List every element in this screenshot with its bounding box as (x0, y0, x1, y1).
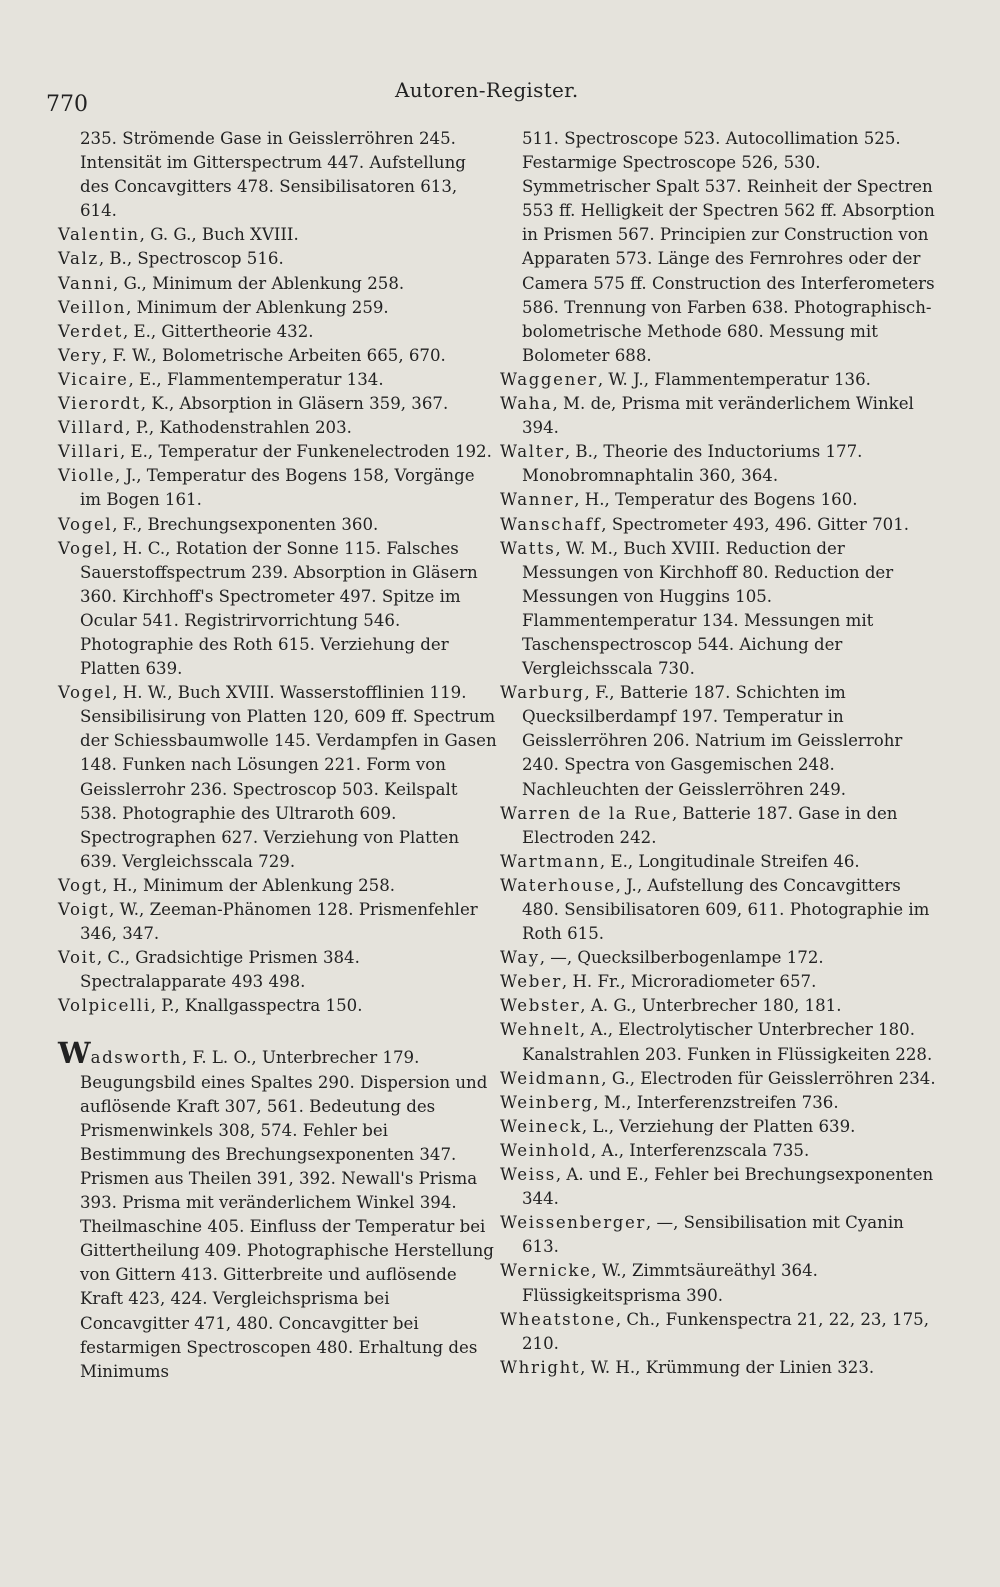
author-name: Vierordt (58, 394, 141, 414)
entry-text: , C., Gradsichtige Prismen 384. Spectralapparate 493 498. (80, 948, 360, 992)
author-name: Webster (500, 996, 581, 1016)
index-entry (500, 1308, 940, 1356)
entry-text: , Spectrometer 493, 496. Gitter 701. (601, 514, 910, 534)
index-entry (58, 272, 498, 296)
author-name: Vogel (58, 683, 113, 703)
author-name: Villari (58, 442, 120, 462)
author-name: Valentin (58, 225, 140, 245)
entry-text: , B., Spectroscop 516. (98, 249, 284, 269)
author-name: Vogel (58, 514, 113, 534)
index-entry (500, 850, 940, 874)
entry-text: , A., Electrolytischer Unterbrecher 180. Kanalstrahlen 203. Funken in Flüssigkeiten 228. (522, 1020, 933, 1064)
entry-text: , A., Interferenzscala 735. (590, 1140, 810, 1160)
entry-text: , M. de, Prisma mit veränderlichem Winkel 394. (522, 394, 914, 438)
running-title: Autoren-Register. (395, 78, 579, 102)
index-entry (500, 802, 940, 850)
entry-text: , —, Sensibilisation mit Cyanin 613. (522, 1213, 904, 1257)
author-name: Whright (500, 1357, 581, 1377)
author-name: Weineck (500, 1116, 582, 1136)
index-entry (500, 946, 940, 970)
author-name: Weber (500, 972, 562, 992)
author-name: Weinhold (500, 1140, 591, 1160)
entry-text: , P., Knallgasspectra 150. (150, 996, 363, 1016)
index-entry (58, 537, 498, 682)
left-column (58, 127, 498, 1384)
entry-text: , E., Flammentemperatur 134. (128, 369, 384, 389)
index-entry (58, 898, 498, 946)
entry-text: , F., Brechungsexponenten 360. (112, 514, 379, 534)
index-entry (58, 247, 498, 271)
entry-text: , A. G., Unterbrecher 180, 181. (580, 996, 842, 1016)
author-name: Way (500, 948, 540, 968)
author-name: Very (58, 345, 102, 365)
author-name: Wanner (500, 490, 575, 510)
entry-text: , Batterie 187. Gase in den Electroden 242. (522, 803, 898, 847)
author-name: Vanni (58, 273, 114, 293)
index-entry (58, 464, 498, 512)
index-entry-continuation (58, 127, 498, 223)
entry-text: , M., Interferenzstreifen 736. (593, 1092, 839, 1112)
index-entry (500, 1259, 940, 1307)
author-name: Wartmann (500, 851, 600, 871)
author-name: Weiss (500, 1165, 556, 1185)
author-name: Vogt (58, 875, 103, 895)
index-entry (58, 874, 498, 898)
entry-text: , G., Electroden für Geisslerröhren 234. (601, 1068, 936, 1088)
index-entry (500, 1067, 940, 1091)
index-entry (500, 1211, 940, 1259)
index-entry (500, 1091, 940, 1115)
entry-text: 511. Spectroscope 523. Autocollimation 525. Festarmige Spectroscope 526, 530. Symmetrischer Spalt 537. Reinheit der Spectren 553 ff. Helligkeit der Spectren 562 ff. Absorption in Prismen 567. Principien zur Construction von Apparaten 573. Länge des Fernrohres oder der Camera 575 ff. Construction des Interferometers 586. Trennung von Farben 638. Photographisch-bolometrische Methode 680. Messung mit Bolometer 688. (522, 129, 935, 365)
index-entry (58, 368, 498, 392)
entry-text: , J., Aufstellung des Concavgitters 480. Sensibilisatoren 609, 611. Photographie im Roth 615. (522, 875, 930, 944)
author-name: Villard (58, 418, 126, 438)
author-name: Verdet (58, 321, 123, 341)
entry-text: , Ch., Funkenspectra 21, 22, 23, 175, 210. (522, 1309, 929, 1353)
index-entry-continuation (500, 127, 940, 368)
author-name: Vogel (58, 538, 113, 558)
entry-text: , F., Batterie 187. Schichten im Quecksilberdampf 197. Temperatur in Geisslerröhren 206. Natrium im Geisslerrohr 240. Spectra von Gasgemischen 248. Nachleuchten der Geisslerröhren 249. (522, 683, 903, 799)
index-entry (500, 1356, 940, 1380)
entry-text: , H. W., Buch XVIII. Wasserstofflinien 119. Sensibilisirung von Platten 120, 609 ff. Spectrum der Schiessbaumwolle 145. Verdampfen in Gasen 148. Funken nach Lösungen 221. Form von Geisslerrohr 236. Spectroscop 503. Keilspalt 538. Photographie des Ultraroth 609. Spectrographen 627. Verziehung von Platten 639. Vergleichsscala 729. (80, 683, 497, 871)
index-entry (500, 994, 940, 1018)
index-entry (500, 488, 940, 512)
index-entry (58, 296, 498, 320)
author-name: Vicaire (58, 369, 129, 389)
index-entry (500, 1139, 940, 1163)
author-name: Warburg (500, 683, 585, 703)
index-entry (58, 440, 498, 464)
index-entry (58, 344, 498, 368)
entry-text: , H. Fr., Microradiometer 657. (561, 972, 817, 992)
entry-text: , Minimum der Ablenkung 259. (126, 297, 389, 317)
entry-text: , L., Verziehung der Platten 639. (581, 1116, 856, 1136)
index-entry (500, 392, 940, 440)
index-entry (58, 681, 498, 874)
entry-text: , —, Quecksilberbogenlampe 172. (539, 948, 824, 968)
entry-text: , E., Temperatur der Funkenelectroden 192. (119, 442, 492, 462)
index-entry (500, 537, 940, 682)
author-name: Voigt (58, 900, 110, 919)
entry-text: , G., Minimum der Ablenkung 258. (113, 273, 405, 293)
author-name: Wernicke (500, 1261, 592, 1281)
index-entry (58, 946, 498, 994)
index-entry (500, 1018, 940, 1066)
index-entry (500, 440, 940, 488)
author-name: Warren de la Rue (500, 803, 672, 823)
author-name: Weissenberger (500, 1213, 646, 1233)
author-name: Waggener (500, 369, 598, 389)
entry-text: , H., Minimum der Ablenkung 258. (102, 875, 396, 895)
entry-text: , W. J., Flammentemperatur 136. (597, 369, 871, 389)
index-entry (58, 994, 498, 1018)
entry-text: , F. W., Bolometrische Arbeiten 665, 670. (102, 345, 446, 365)
index-entry (58, 320, 498, 344)
author-name: Wehnelt (500, 1020, 580, 1040)
index-entry (500, 1163, 940, 1211)
index-entry (500, 681, 940, 801)
section-gap (58, 1018, 498, 1042)
author-name: Valz (58, 249, 99, 269)
right-column (500, 127, 940, 1380)
entry-text: , P., Kathodenstrahlen 203. (125, 418, 352, 438)
section-initial: W (58, 1036, 91, 1071)
author-name: Weidmann (500, 1068, 602, 1088)
author-name: Weinberg (500, 1092, 594, 1112)
entry-text: , B., Theorie des Inductoriums 177. Monobromnaphtalin 360, 364. (522, 442, 863, 486)
index-entry (58, 223, 498, 247)
author-name: Walter (500, 442, 565, 462)
entry-text: , W. H., Krümmung der Linien 323. (580, 1357, 875, 1377)
index-entry (500, 1115, 940, 1139)
author-name: Waterhouse (500, 875, 616, 895)
entry-text: , W. M., Buch XVIII. Reduction der Messungen von Kirchhoff 80. Reduction der Messungen von Huggins 105. Flammentemperatur 134. Messungen mit Taschenspectroscop 544. Aichung der Vergleichsscala 730. (522, 538, 894, 679)
index-entry (58, 513, 498, 537)
author-name: Waha (500, 394, 553, 414)
author-name: Volpicelli (58, 996, 151, 1016)
author-name: Wanschaff (500, 514, 602, 534)
entry-text: , E., Longitudinale Streifen 46. (599, 851, 860, 871)
author-name: Wheatstone (500, 1309, 616, 1329)
index-entry (58, 1036, 498, 1383)
entry-text: , W., Zimmtsäureäthyl 364. Flüssigkeitsprisma 390. (522, 1261, 818, 1305)
entry-text: , H. C., Rotation der Sonne 115. Falsches Sauerstoffspectrum 239. Absorption in Gläsern 360. Kirchhoff's Spectrometer 497. Spitze im Ocular 541. Registrirvorrichtung 546. Photographie des Roth 615. Verziehung der Platten 639. (80, 538, 478, 679)
entry-text: , W., Zeeman-Phänomen 128. Prismenfehler 346, 347. (80, 900, 478, 944)
entry-text: , H., Temperatur des Bogens 160. (574, 490, 858, 510)
index-entry (500, 874, 940, 946)
index-entry (58, 416, 498, 440)
author-name: Violle (58, 466, 116, 486)
author-name: Voit (58, 948, 97, 968)
entry-text: , G. G., Buch XVIII. (139, 225, 299, 245)
entry-text: , A. und E., Fehler bei Brechungsexponenten 344. (522, 1165, 934, 1209)
page-number: 770 (46, 92, 88, 117)
author-name: Veillon (58, 297, 127, 317)
index-entry (500, 970, 940, 994)
index-entry (500, 513, 940, 537)
entry-text: , J., Temperatur des Bogens 158, Vorgänge im Bogen 161. (80, 466, 475, 510)
entry-text: , E., Gittertheorie 432. (122, 321, 314, 341)
author-name: Wadsworth (58, 1036, 182, 1071)
index-entry (500, 368, 940, 392)
entry-text: , F. L. O., Unterbrecher 179. Beugungsbild eines Spaltes 290. Dispersion und auflösende Kraft 307, 561. Bedeutung des Prismenwinkels 308, 574. Fehler bei Bestimmung des Brechungsexponenten 347. Prismen aus Theilen 391, 392. Newall's Prisma 393. Prisma mit veränderlichem Winkel 394. Theilmaschine 405. Einfluss der Temperatur bei Gittertheilung 409. Photographische Herstellung von Gittern 413. Gitterbreite und auflösende Kraft 423, 424. Vergleichsprisma bei Concavgitter 471, 480. Concavgitter bei festarmigen Spectroscopen 480. Erhaltung des Minimums (80, 1048, 494, 1381)
entry-text: , K., Absorption in Gläsern 359, 367. (140, 394, 449, 414)
author-name: Watts (500, 538, 556, 558)
index-entry (58, 392, 498, 416)
entry-text: 235. Strömende Gase in Geisslerröhren 245. Intensität im Gitterspectrum 447. Aufstellung des Concavgitters 478. Sensibilisatoren 613, 614. (80, 129, 466, 221)
